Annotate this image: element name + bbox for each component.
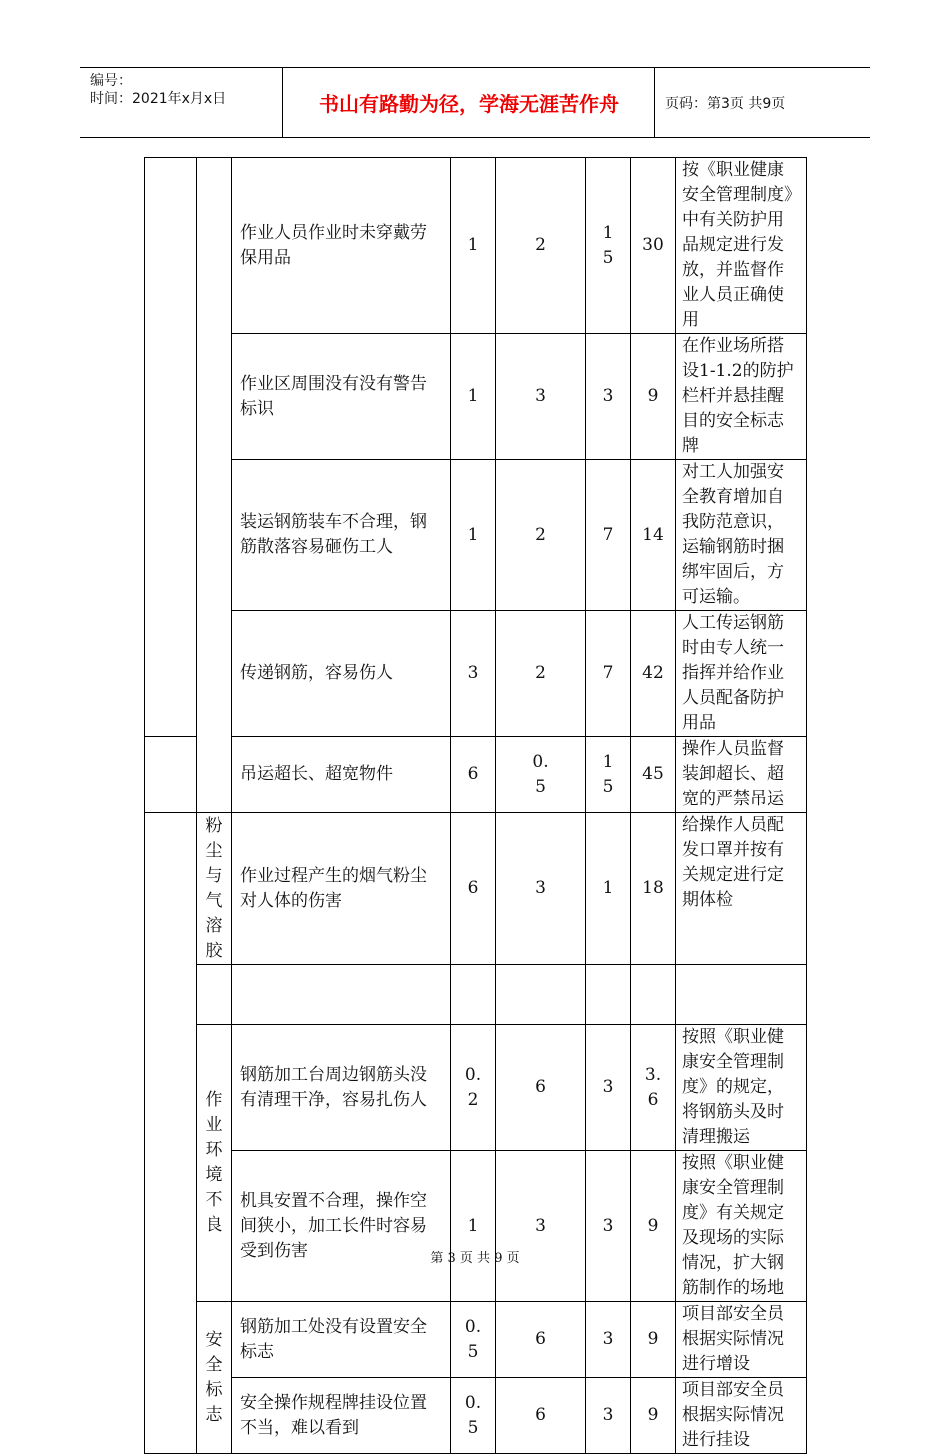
table-row [145,460,807,611]
e-value: 3 [496,1151,586,1302]
d-value: 45 [631,737,676,813]
table-row [145,1302,807,1378]
table-row [145,611,807,737]
time-label: 时间：2021年x月x日 [90,91,227,107]
e-value: 3 [496,813,586,965]
empty-cell [232,965,451,1025]
c-value: 3 [586,1025,631,1151]
control-measure: 在作业场所搭设1-1.2的防护栏杆并悬挂醒目的安全标志牌 [676,334,807,460]
table-row [145,1151,807,1302]
l-value: 1 [451,1151,496,1302]
c-value: 3 [586,1151,631,1302]
d-value: 9 [631,1302,676,1378]
e-value: 3 [496,334,586,460]
control-measure: 按《职业健康安全管理制度》中有关防护用品规定进行发放，并监督作业人员正确使用 [676,158,807,334]
category-label: 作业环境不良 [205,1090,223,1235]
c-value: 15 [586,158,631,334]
hazard-desc: 作业人员作业时未穿戴劳保用品 [232,158,451,334]
page-footer: 第 3 页 共 9 页 [430,1251,520,1266]
hazard-desc: 装运钢筋装车不合理，钢筋散落容易砸伤工人 [232,460,451,611]
e-value: 6 [496,1302,586,1378]
category-cell [197,158,232,813]
empty-cell [586,965,631,1025]
e-value: 2 [496,158,586,334]
table-row [145,813,807,965]
e-value: 6 [496,1025,586,1151]
c-value: 7 [586,460,631,611]
control-measure: 对工人加强安全教育增加自我防范意识，运输钢筋时捆绑牢固后，方可运输。 [676,460,807,611]
l-value: 1 [451,460,496,611]
hazard-desc: 作业区周围没有没有警告标识 [232,334,451,460]
empty-cell [451,965,496,1025]
hazard-desc: 吊运超长、超宽物件 [232,737,451,813]
l-value: 1 [451,158,496,334]
c-value: 3 [586,334,631,460]
table-row [145,334,807,460]
blank-cell [145,158,197,737]
category-cell [197,1302,232,1454]
table-row [145,158,807,334]
l-value: 6 [451,813,496,965]
c-value: 3 [586,1378,631,1454]
blank-cell [145,813,197,1454]
e-value: 2 [496,460,586,611]
number-label: 编号： [90,73,132,89]
c-value: 1 [586,813,631,965]
l-value: 1 [451,334,496,460]
blank-cell [145,737,197,813]
table-row [145,1025,807,1151]
d-value: 3.6 [631,1025,676,1151]
l-value: 0.2 [451,1025,496,1151]
control-measure: 项目部安全员根据实际情况进行挂设 [676,1378,807,1454]
d-value: 9 [631,1151,676,1302]
c-value: 3 [586,1302,631,1378]
d-value: 9 [631,1378,676,1454]
category-label: 粉尘与气溶胶 [205,815,223,961]
hazard-desc: 钢筋加工处没有设置安全标志 [232,1302,451,1378]
empty-cell [631,965,676,1025]
d-value: 42 [631,611,676,737]
control-measure: 给操作人员配发口罩并按有关规定进行定期体检 [676,813,807,965]
table-row [145,1378,807,1454]
e-value: 2 [496,611,586,737]
e-value: 0.5 [496,737,586,813]
l-value: 3 [451,611,496,737]
hazard-desc: 安全操作规程牌挂设位置不当，难以看到 [232,1378,451,1454]
hazard-desc: 机具安置不合理，操作空间狭小，加工长件时容易受到伤害 [232,1151,451,1302]
d-value: 18 [631,813,676,965]
c-value: 7 [586,611,631,737]
header-page-label: 页码：第3页 共9页 [665,95,786,112]
category-label: 安全标志 [205,1329,223,1425]
hazard-desc: 作业过程产生的烟气粉尘对人体的伤害 [232,813,451,965]
table-row [145,965,807,1025]
control-measure: 项目部安全员根据实际情况进行增设 [676,1302,807,1378]
category-cell [197,813,232,965]
control-measure: 操作人员监督装卸超长、超宽的严禁吊运 [676,737,807,813]
hazard-desc: 钢筋加工台周边钢筋头没有清理干净，容易扎伤人 [232,1025,451,1151]
empty-cell [197,965,232,1025]
empty-cell [496,965,586,1025]
control-measure: 人工传运钢筋时由专人统一指挥并给作业人员配备防护用品 [676,611,807,737]
empty-cell [676,965,807,1025]
header-meta [80,68,283,137]
l-value: 0.5 [451,1302,496,1378]
d-value: 14 [631,460,676,611]
e-value: 6 [496,1378,586,1454]
l-value: 0.5 [451,1378,496,1454]
control-measure: 按照《职业健康安全管理制度》的规定，将钢筋头及时清理搬运 [676,1025,807,1151]
header-motto: 书山有路勤为径，学海无涯苦作舟 [284,68,655,137]
c-value: 15 [586,737,631,813]
d-value: 30 [631,158,676,334]
d-value: 9 [631,334,676,460]
page-header [80,67,870,138]
control-measure: 按照《职业健康安全管理制度》有关规定及现场的实际情况，扩大钢筋制作的场地 [676,1151,807,1302]
hazard-desc: 传递钢筋，容易伤人 [232,611,451,737]
l-value: 6 [451,737,496,813]
table-row [145,737,807,813]
